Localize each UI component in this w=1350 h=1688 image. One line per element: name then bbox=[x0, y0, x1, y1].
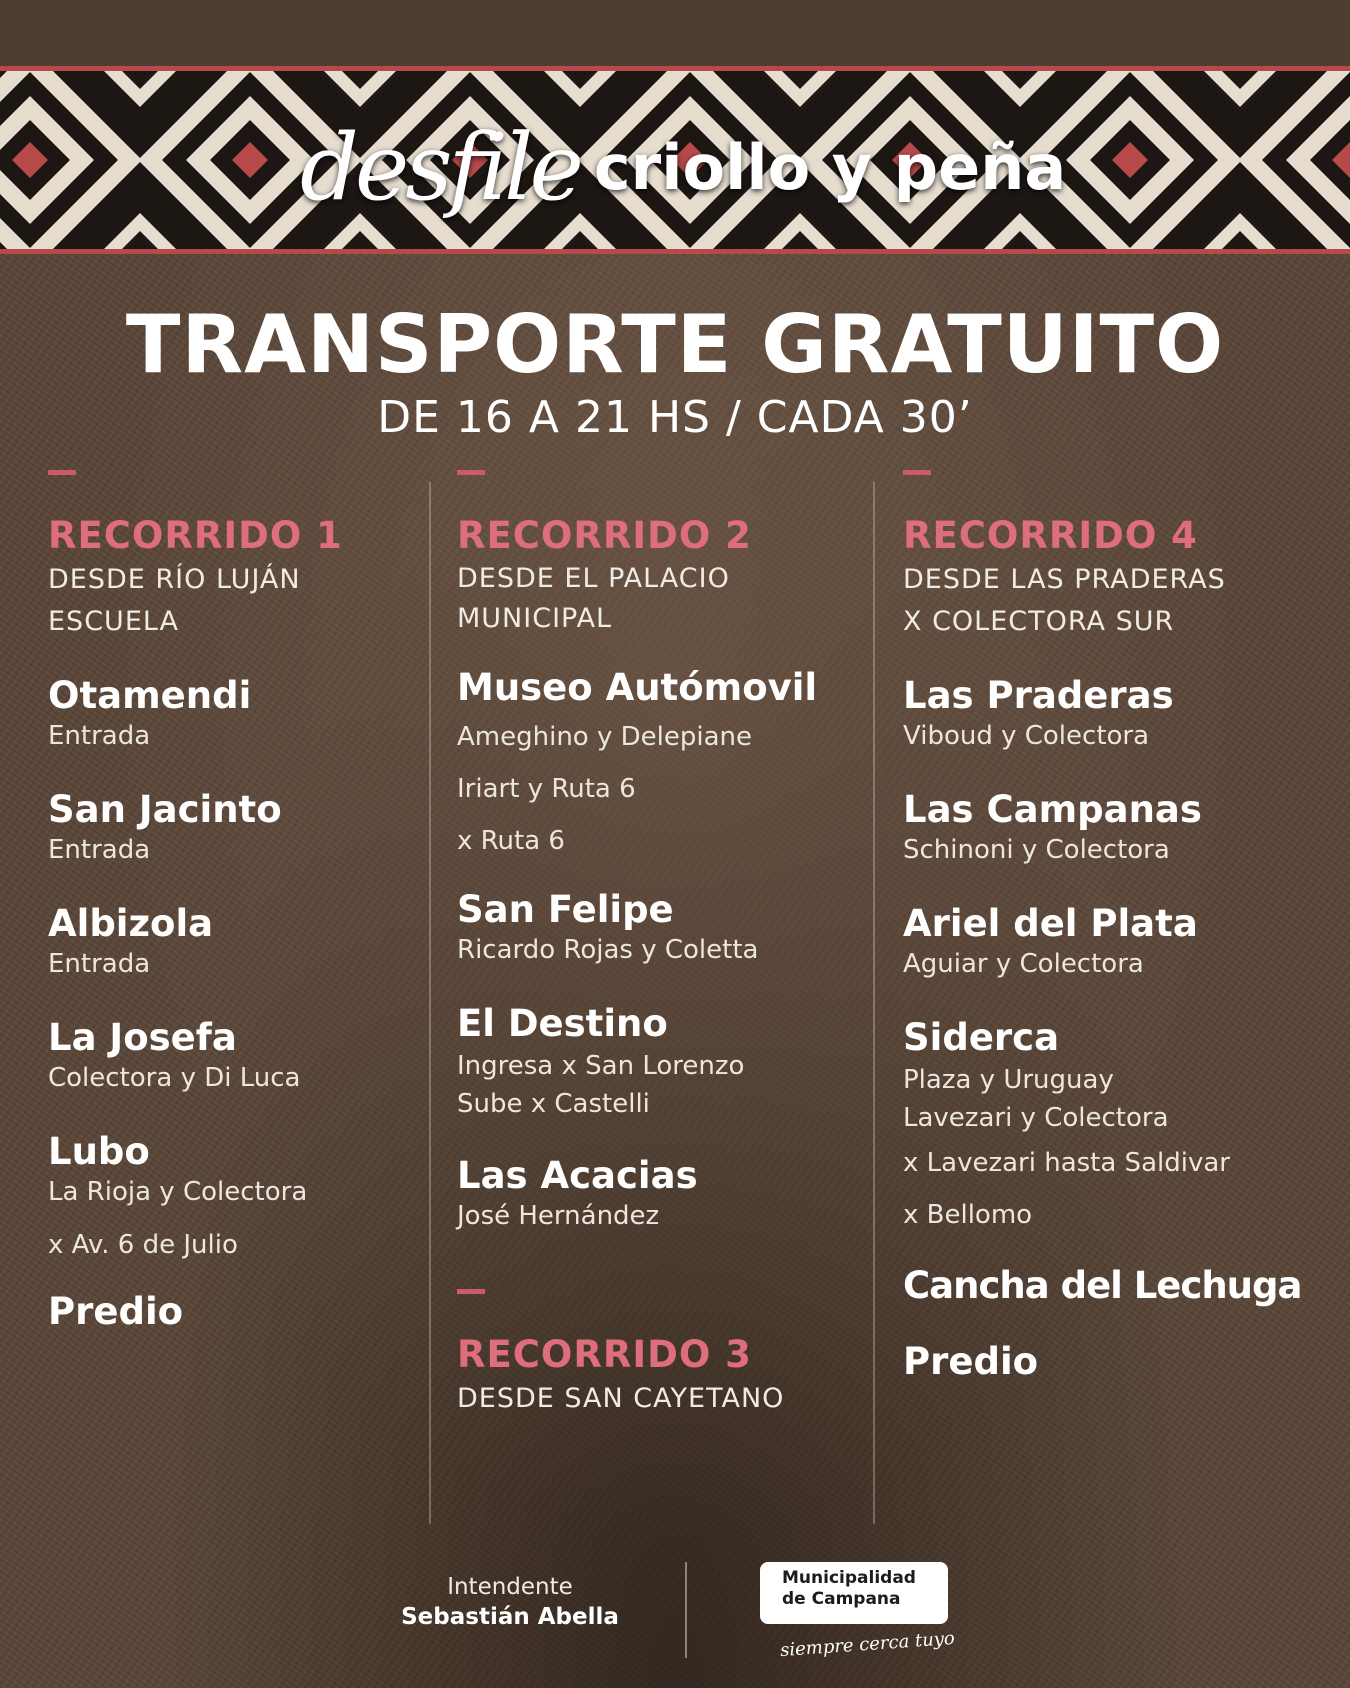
stop-detail: Entrada bbox=[48, 835, 151, 865]
stop-name: San Jacinto bbox=[48, 788, 282, 831]
stop-name: Lubo bbox=[48, 1130, 150, 1173]
column-divider bbox=[429, 482, 431, 1524]
stop bbox=[48, 787, 418, 867]
stop-name: Las Campanas bbox=[903, 788, 1202, 831]
stop bbox=[903, 673, 1333, 753]
stop bbox=[48, 1289, 418, 1335]
event-title-rest: criollo y peña bbox=[593, 130, 1067, 204]
stop bbox=[903, 901, 1333, 981]
stop-detail: Aguiar y Colectora bbox=[903, 949, 1144, 979]
route-3-title: RECORRIDO 3 bbox=[457, 1333, 752, 1376]
stop-detail: La Rioja y Colectora bbox=[48, 1177, 308, 1207]
municipality-logo bbox=[760, 1562, 948, 1624]
stop-detail: Entrada bbox=[48, 721, 151, 751]
stop-detail: x Ruta 6 bbox=[457, 826, 565, 856]
stop bbox=[903, 787, 1333, 867]
stop-detail: José Hernández bbox=[457, 1201, 660, 1231]
route-dash bbox=[48, 470, 76, 475]
municipality-tagline: siempre cerca tuyo bbox=[779, 1627, 956, 1662]
footer-divider bbox=[685, 1562, 687, 1658]
column-divider bbox=[873, 482, 875, 1524]
route-1-title: RECORRIDO 1 bbox=[48, 514, 343, 557]
stop-detail: Plaza y Uruguay bbox=[903, 1065, 1114, 1095]
stop-name: Predio bbox=[48, 1290, 184, 1333]
stop bbox=[903, 1263, 1333, 1309]
route-4-origin-line: DESDE LAS PRADERAS bbox=[903, 564, 1226, 595]
stop-name: Cancha del Lechuga bbox=[903, 1264, 1302, 1307]
route-1-origin-line: DESDE RÍO LUJÁN bbox=[48, 564, 301, 595]
route-4-title: RECORRIDO 4 bbox=[903, 514, 1198, 557]
schedule-subline: DE 16 A 21 HS / CADA 30’ bbox=[377, 392, 973, 443]
stop bbox=[457, 1153, 877, 1233]
stop-name: Siderca bbox=[903, 1016, 1060, 1059]
route-2-origin-line: MUNICIPAL bbox=[457, 603, 613, 634]
route-2-origin-line: DESDE EL PALACIO bbox=[457, 563, 730, 594]
stop-name: Las Acacias bbox=[457, 1154, 698, 1197]
stop-detail: x Av. 6 de Julio bbox=[48, 1230, 238, 1260]
municipality-name-line: de Campana bbox=[782, 1589, 901, 1609]
stop bbox=[903, 1015, 1333, 1241]
stop-name: El Destino bbox=[457, 1002, 668, 1045]
headline: TRANSPORTE GRATUITO bbox=[125, 298, 1225, 391]
stop bbox=[457, 1001, 877, 1123]
mayor-name: Sebastián Abella bbox=[401, 1604, 619, 1630]
mayor-credit bbox=[380, 1572, 640, 1632]
top-strip bbox=[0, 0, 1350, 66]
stop-detail: Ameghino y Delepiane bbox=[457, 722, 752, 752]
route-4-column bbox=[903, 470, 1333, 1385]
stop-detail: Lavezari y Colectora bbox=[903, 1103, 1169, 1133]
stop-name: Las Praderas bbox=[903, 674, 1174, 717]
stop-detail: Colectora y Di Luca bbox=[48, 1063, 301, 1093]
route-2-column bbox=[457, 470, 877, 1420]
route-3-origin-line: DESDE SAN CAYETANO bbox=[457, 1383, 785, 1414]
municipality-name-line: Municipalidad bbox=[782, 1568, 916, 1588]
route-4-origin-line: X COLECTORA SUR bbox=[903, 606, 1175, 637]
stop-detail: x Bellomo bbox=[903, 1200, 1033, 1230]
event-title-script: desfile bbox=[300, 113, 580, 221]
mayor-role: Intendente bbox=[447, 1574, 573, 1600]
stop bbox=[48, 1129, 418, 1267]
stop bbox=[48, 1015, 418, 1095]
stop-name: Predio bbox=[903, 1340, 1039, 1383]
route-dash bbox=[457, 470, 485, 475]
stop-detail: Iriart y Ruta 6 bbox=[457, 774, 636, 804]
event-title bbox=[300, 92, 1066, 242]
stop-name: Albizola bbox=[48, 902, 214, 945]
stop-name: Museo Autómovil bbox=[457, 666, 818, 709]
stop bbox=[48, 901, 418, 981]
stop-detail: Ingresa x San Lorenzo bbox=[457, 1051, 745, 1081]
stop bbox=[48, 673, 418, 753]
stop-detail: x Lavezari hasta Saldivar bbox=[903, 1148, 1230, 1178]
stop bbox=[457, 887, 877, 967]
stop-detail: Ricardo Rojas y Coletta bbox=[457, 935, 759, 965]
route-1-origin-line: ESCUELA bbox=[48, 606, 180, 637]
stop-name: Ariel del Plata bbox=[903, 902, 1198, 945]
stop bbox=[457, 665, 877, 867]
route-dash bbox=[903, 470, 931, 475]
stop-name: San Felipe bbox=[457, 888, 674, 931]
stop-detail: Schinoni y Colectora bbox=[903, 835, 1170, 865]
stop-detail: Viboud y Colectora bbox=[903, 721, 1150, 751]
stop-name: Otamendi bbox=[48, 674, 252, 717]
route-2-title: RECORRIDO 2 bbox=[457, 514, 752, 557]
route-1-column bbox=[48, 470, 418, 1335]
route-dash bbox=[457, 1289, 485, 1294]
stop-name: La Josefa bbox=[48, 1016, 237, 1059]
stop bbox=[903, 1339, 1333, 1385]
stop-detail: Sube x Castelli bbox=[457, 1089, 650, 1119]
stop-detail: Entrada bbox=[48, 949, 151, 979]
